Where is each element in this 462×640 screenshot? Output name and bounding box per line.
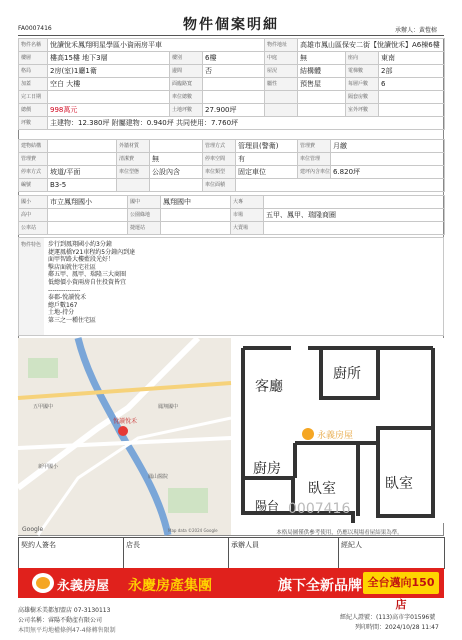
field-label: 市場: [231, 209, 264, 222]
floor-plan-graphic: [233, 338, 444, 523]
field-label: 車位類型: [203, 166, 236, 179]
field-label: 屬性: [265, 78, 298, 91]
field-label: 管理費: [19, 153, 48, 166]
map-label: 新甲國小: [38, 464, 59, 470]
field-label: 面臨路寬: [170, 78, 203, 91]
field-label: 電梯數: [346, 65, 379, 78]
field-label: 總價: [19, 104, 48, 117]
property-address: 高雄市鳳山區保安二街【悅讀悅禾】A6棟6樓: [298, 39, 445, 52]
features-box: [18, 237, 444, 336]
parking-number: B3-5: [48, 179, 117, 192]
field-label: 高中: [19, 209, 48, 222]
features-text: [48, 241, 135, 325]
sign-field[interactable]: 店長: [124, 538, 229, 569]
header-rule: [18, 35, 444, 36]
room-living: 客廳: [255, 379, 283, 395]
disclaimer: 本間無平均地權條例47-4條轉售限制: [18, 627, 116, 634]
sign-field[interactable]: 經紀人: [339, 538, 445, 569]
field-label: 國小: [19, 196, 48, 209]
room-kitchen: 廚房: [253, 461, 281, 477]
field-label: 管理費: [298, 140, 331, 153]
features-label: 物件特色: [19, 238, 44, 335]
field-label: 車位管理: [298, 153, 331, 166]
store-info: 高雄樹禾美都加盟店 07-3130113: [18, 607, 111, 614]
field-label: 捷運站: [128, 222, 161, 235]
field-label: 停車方式: [19, 166, 48, 179]
field-label: 車位總數: [170, 91, 203, 104]
map-label: 鳳山醫院: [148, 474, 169, 480]
field-label: 外牆材質: [117, 140, 150, 153]
field-value: 無: [298, 52, 346, 65]
map-label: 鳳翔國中: [158, 404, 179, 410]
case-code: FA0007416: [18, 25, 52, 32]
field-label: 室外坪數: [346, 104, 379, 117]
field-value: 無: [150, 153, 203, 166]
field-label: 土地坪數: [170, 104, 203, 117]
feature-line: 步行到鳳翔國小約3分鐘: [48, 241, 112, 248]
field-label: 隔套房數: [346, 91, 379, 104]
brand-logo-icon: [302, 428, 314, 440]
agent-name: 承辦人：黃愷榕: [395, 27, 438, 34]
map-pin-label: 悅讀悅禾: [113, 418, 138, 425]
field-value: 6: [379, 78, 445, 91]
field-label: 中庭: [265, 52, 298, 65]
location-map[interactable]: [18, 338, 231, 535]
map-graphic: [18, 338, 231, 535]
field-label: 管理方式: [203, 140, 236, 153]
signature-table: [18, 537, 445, 569]
field-label: 建物結構: [19, 140, 48, 153]
field-label: 每層戶數: [346, 78, 379, 91]
field-label: 車位面積: [203, 179, 236, 192]
feature-line: 土地-持分: [48, 309, 75, 317]
field-value: 否: [203, 65, 265, 78]
plan-watermark: 0007416: [288, 501, 351, 517]
field-value: 固定車位: [236, 166, 298, 179]
map-label: 五甲國中: [33, 404, 54, 410]
field-label: 建坪內含車位: [298, 166, 331, 179]
field-value: 鳳翔國中: [161, 196, 231, 209]
field-label: 完工日期: [19, 91, 48, 104]
field-label: 停車空間: [203, 153, 236, 166]
feature-line: 捷運鳳橋Y21車程約5分鐘內到達: [48, 248, 136, 256]
room-bedroom: 臥室: [308, 481, 336, 497]
field-value: 市立鳳翔國小: [48, 196, 128, 209]
license-number: 經紀人證號：(113)高市字01596號: [340, 614, 436, 621]
field-value: 2房(室)1廳1衛: [48, 65, 170, 78]
field-label: 樓層: [19, 52, 48, 65]
field-label: 編號: [19, 179, 48, 192]
field-value: 6.820坪: [331, 166, 445, 179]
banner-promo: 全台邁向150店: [363, 572, 439, 594]
field-label: 座向: [346, 52, 379, 65]
feature-line: 低總價小資兩房自住投資皆宜: [48, 278, 127, 286]
property-name: 悅讀悅禾鳳翔明星學區小資兩房平車: [48, 39, 265, 52]
total-price: 998萬元: [48, 104, 170, 117]
field-value: 管理員(警衛): [236, 140, 298, 153]
area-breakdown: 主建物：12.380坪 附屬建物：0.940坪 共同使用：7.760坪: [48, 117, 445, 130]
field-value: 6樓: [203, 52, 265, 65]
nearby-table: [18, 195, 445, 235]
print-time: 列印時間：2024/10/28 11:47: [355, 624, 439, 631]
field-value: 東南: [379, 52, 445, 65]
field-value: 空白 大樓: [48, 78, 170, 91]
feature-line: 面甲智路大樓藍段光好！: [48, 256, 115, 264]
company-info: 公司名稱：睿陽不動產有限公司: [18, 617, 103, 624]
feature-line: 第三之一種住宅區: [48, 316, 97, 324]
field-value: 五甲、鳳甲、瑞隆商圈: [264, 209, 445, 222]
field-value: 公設內含: [150, 166, 203, 179]
floor-plan: [233, 338, 444, 523]
field-label: 車位型態: [117, 166, 150, 179]
banner-brand: 永義房屋: [57, 579, 110, 594]
field-label: 邊間: [170, 65, 203, 78]
building-info-table: [18, 139, 445, 192]
feature-line: 泰郡-悅讀悅禾: [48, 294, 87, 302]
field-label: 國中: [128, 196, 161, 209]
brand-logo-icon: [32, 573, 54, 593]
room-bath: 廚所: [333, 366, 361, 382]
field-value: 預售屋: [298, 78, 346, 91]
banner-group: 永慶房產集團: [128, 578, 212, 594]
field-label: 清潔費: [117, 153, 150, 166]
field-value: 月繳: [331, 140, 445, 153]
basic-info-table: [18, 38, 445, 130]
sign-field[interactable]: 承辦人員: [229, 538, 339, 569]
field-label: 大專: [231, 196, 264, 209]
field-value: [203, 78, 265, 91]
field-label: 坪數: [19, 117, 48, 130]
plan-disclaimer: 本格局圖僅供參考使用，仍應以現場看屋結果為準。: [276, 530, 403, 536]
banner-tag: 旗下全新品牌: [278, 578, 362, 594]
field-label: 加蓋: [19, 78, 48, 91]
field-label: 公車站: [19, 222, 48, 235]
feature-line: 總戶數167: [48, 301, 78, 309]
room-bedroom: 臥室: [385, 476, 413, 492]
field-value: 樓高15樓 地下3層: [48, 52, 170, 65]
sign-field[interactable]: 契約人簽名: [19, 538, 124, 569]
field-label: 大賣場: [231, 222, 264, 235]
field-value: 有: [236, 153, 298, 166]
field-label: 物件名稱: [19, 39, 48, 52]
field-value: 2部: [379, 65, 445, 78]
room-balcony: 陽台: [255, 499, 280, 513]
google-logo: Google: [22, 526, 44, 533]
field-label: 格局: [19, 65, 48, 78]
field-value: 27.900坪: [203, 104, 265, 117]
map-attribution: Map data ©2024 Google: [168, 528, 218, 533]
feature-line: ---------------: [48, 286, 81, 294]
feature-line: 擊店面就住宅社區: [48, 263, 97, 271]
field-value: 結構體: [298, 65, 346, 78]
field-label: 物件地址: [265, 39, 298, 52]
field-value: 坡道/平面: [48, 166, 117, 179]
plan-brand: 永義房屋: [317, 431, 354, 441]
page-title: 物件個案明細: [183, 17, 279, 33]
field-label: 公園綠地: [128, 209, 161, 222]
field-label: 樓別: [170, 52, 203, 65]
field-label: 屋況: [265, 65, 298, 78]
feature-line: 鄰五甲、鳳甲、瑞隆三大商圈: [48, 271, 127, 279]
